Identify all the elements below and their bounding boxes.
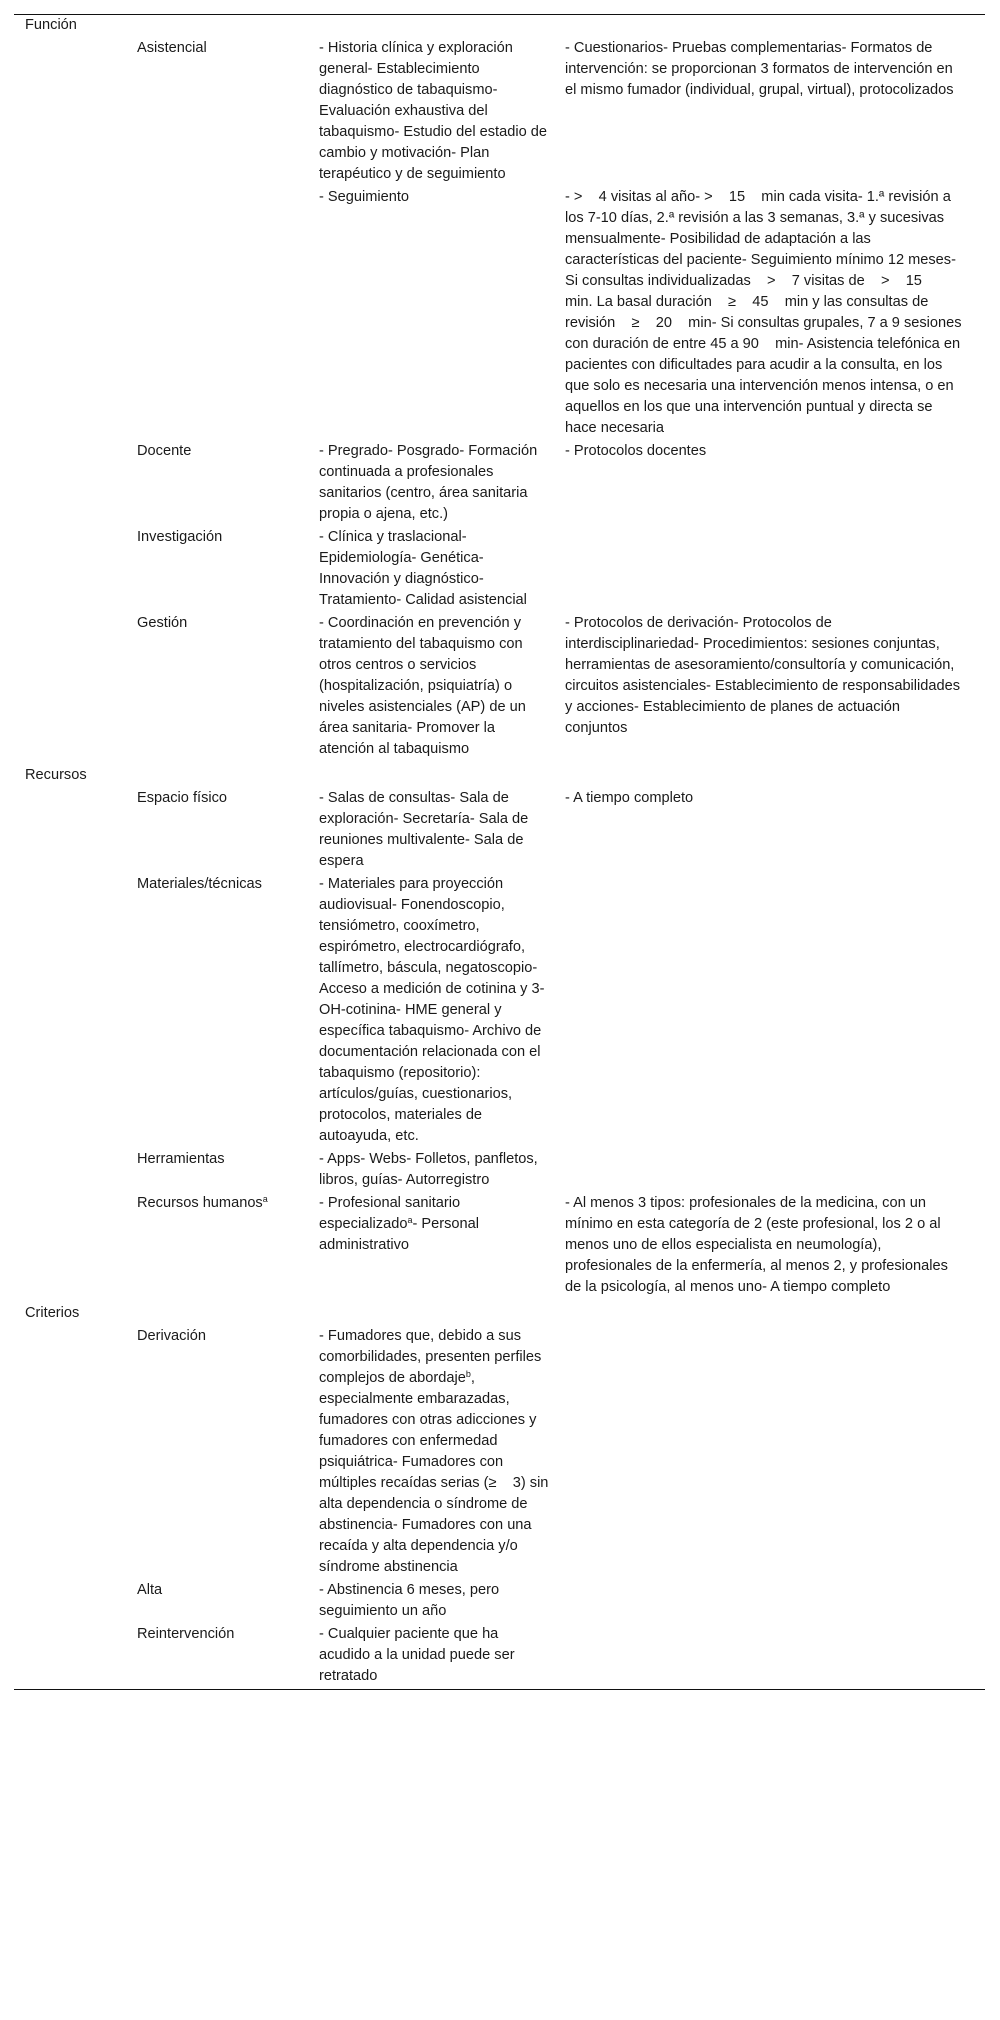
table-row xyxy=(14,1149,985,1193)
category-cell: Espacio físico xyxy=(137,790,228,806)
activity-cell: - Salas de consultas- Sala de exploración- Secretaría- Sala de reuniones multivalente- Sala de espera xyxy=(319,790,529,869)
footnote-marker: a xyxy=(407,1215,413,1225)
table-row xyxy=(14,1624,985,1689)
requirements-table xyxy=(14,14,985,1690)
details-cell: - Protocolos de derivación- Protocolos de interdisciplinariedad- Procedimientos: sesiones conjuntas, herramientas de asesoramiento/consultoría y comunicación, circuitos asistenciales- Establecimiento de responsabilidades y acciones- Establecimiento de planes de actuación conjuntos xyxy=(565,615,961,736)
table-row xyxy=(14,38,985,187)
activity-cell: - Historia clínica y exploración general- Establecimiento diagnóstico de tabaquismo- Evaluación exhaustiva del tabaquismo- Estudio del estadio de cambio y motivación- Plan terapéutico y de seguimiento xyxy=(319,40,547,182)
category-text: Recursos humanos xyxy=(137,1195,263,1211)
activity-text: , especialmente embarazadas, fumadores con otras adicciones y fumadores con enfermedad psiquiátrica- Fumadores con múltiples recaídas serias (≥ 3) sin alta dependencia o síndrome de abstinencia- Fumadores con una recaída y alta dependencia y/o síndrome abstinencia xyxy=(319,1370,553,1575)
activity-cell: - Pregrado- Posgrado- Formación continuada a profesionales sanitarios (centro, área sanitaria propia o ajena, etc.) xyxy=(319,443,538,522)
activity-cell: - Clínica y traslacional- Epidemiología- Genética- Innovación y diagnóstico- Tratamiento- Calidad asistencial xyxy=(319,529,527,608)
table xyxy=(14,15,985,1689)
details-cell xyxy=(565,1624,985,1689)
table-row xyxy=(14,187,985,441)
category-cell: Investigación xyxy=(137,529,223,545)
category-cell: Asistencial xyxy=(137,40,207,56)
details-cell xyxy=(565,874,985,1149)
details-cell xyxy=(565,527,985,613)
table-row xyxy=(14,527,985,613)
activity-cell xyxy=(319,1326,565,1580)
category-cell: Gestión xyxy=(137,615,188,631)
activity-cell: - Seguimiento xyxy=(319,189,410,205)
category-cell: Alta xyxy=(137,1582,163,1598)
activity-cell xyxy=(319,1193,565,1300)
table-row xyxy=(14,613,985,762)
activity-cell: - Apps- Webs- Folletos, panfletos, libros, guías- Autorregistro xyxy=(319,1151,538,1188)
activity-text: - Fumadores que, debido a sus comorbilidades, presenten perfiles complejos de abordaje xyxy=(319,1328,546,1386)
section-row-funcion xyxy=(14,15,985,38)
footnote-marker: b xyxy=(465,1369,471,1379)
details-cell xyxy=(565,1149,985,1193)
section-label: Recursos xyxy=(25,767,87,783)
table-row xyxy=(14,1580,985,1624)
details-cell: - > 4 visitas al año- > 15 min cada visita- 1.ª revisión a los 7-10 días, 2.ª revisión a las 3 semanas, 3.ª y sucesivas mensualmente- Posibilidad de adaptación a las características del paciente- Seguimiento mínimo 12 meses- Si consultas individualizadas > 7 visitas de > 15 min. La basal duración ≥ 45 min y las consultas de revisión ≥ 20 min- Si consultas grupales, 7 a 9 sesiones con duración de entre 45 a 90 min- Asistencia telefónica en pacientes con dificultades para acudir a la consulta, en los que solo es necesaria una intervención menos intensa, o en aquellos en los que una intervención puntual y directa se hace necesaria xyxy=(565,189,966,436)
section-label: Criterios xyxy=(25,1305,80,1321)
activity-cell: - Coordinación en prevención y tratamiento del tabaquismo con otros centros o servicios (hospitalización, psiquiatría) o niveles asistenciales (AP) de un área sanitaria- Promover la atención al tabaquismo xyxy=(319,615,526,757)
activity-cell: - Cualquier paciente que ha acudido a la unidad puede ser retratado xyxy=(319,1626,515,1684)
activity-cell: - Materiales para proyección audiovisual- Fonendoscopio, tensiómetro, cooxímetro, espirómetro, electrocardiógrafo, tallímetro, báscula, negatoscopio- Acceso a medición de cotinina y 3-OH-cotinina- HME general y específica tabaquismo- Archivo de documentación relacionada con el tabaquismo (repositorio): artículos/guías, cuestionarios, protocolos, materiales de autoayuda, etc. xyxy=(319,876,545,1144)
details-cell: - A tiempo completo xyxy=(565,790,694,806)
details-cell xyxy=(565,1326,985,1580)
table-row xyxy=(14,788,985,874)
category-cell: Materiales/técnicas xyxy=(137,876,262,892)
details-cell: - Al menos 3 tipos: profesionales de la medicina, con un mínimo en esta categoría de 2 (este profesional, los 2 o al menos uno de ellos especialista en neumología), profesionales de la enfermería, al menos 2, y profesionales de la psicología, al menos uno- A tiempo completo xyxy=(565,1195,948,1295)
section-label: Función xyxy=(25,17,77,33)
footnote-marker: a xyxy=(262,1194,268,1204)
category-cell xyxy=(137,1193,319,1300)
details-cell xyxy=(565,1580,985,1624)
section-row-criterios xyxy=(14,1300,985,1326)
table-row xyxy=(14,1193,985,1300)
activity-cell: - Abstinencia 6 meses, pero seguimiento un año xyxy=(319,1582,500,1619)
category-cell: Docente xyxy=(137,443,192,459)
activity-text: - Profesional sanitario especializado xyxy=(319,1195,461,1232)
table-row xyxy=(14,441,985,527)
category-cell: Herramientas xyxy=(137,1151,225,1167)
activity-text: - Personal administrativo xyxy=(319,1216,479,1253)
details-cell: - Protocolos docentes xyxy=(565,443,707,459)
table-row xyxy=(14,874,985,1149)
table-row xyxy=(14,1326,985,1580)
category-cell: Derivación xyxy=(137,1328,206,1344)
section-row-recursos xyxy=(14,762,985,788)
category-cell: Reintervención xyxy=(137,1626,235,1642)
details-cell: - Cuestionarios- Pruebas complementarias- Formatos de intervención: se proporcionan 3 formatos de intervención en el mismo fumador (individual, grupal, virtual), protocolizados xyxy=(565,40,954,98)
